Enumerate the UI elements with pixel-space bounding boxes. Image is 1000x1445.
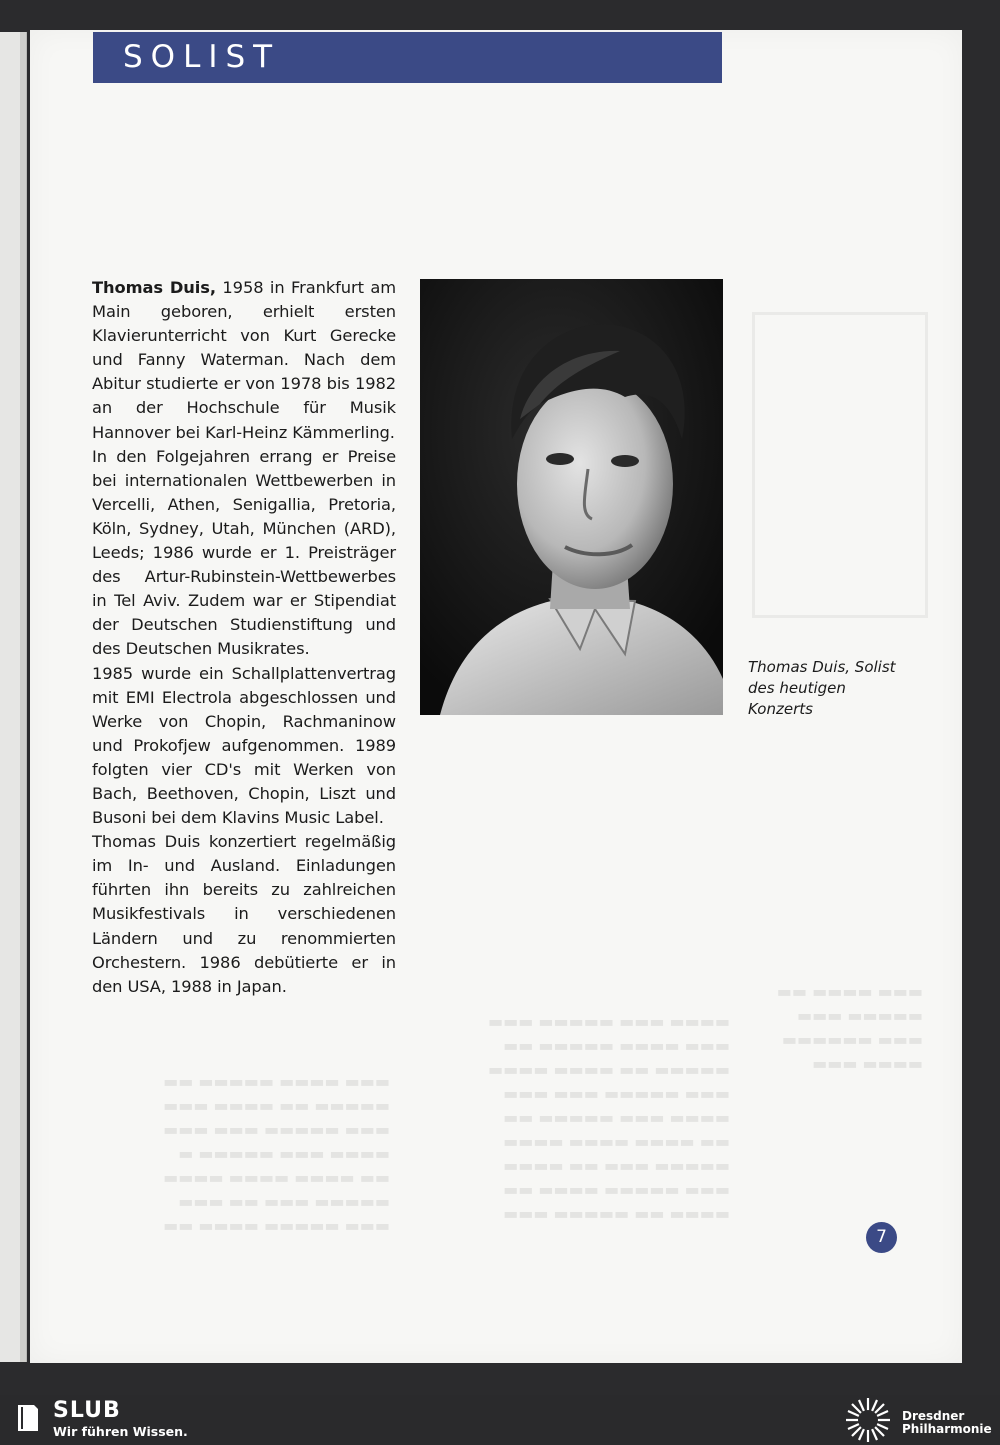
bio-paragraph-1-text: 1958 in Frankfurt am Main geboren, erhielt ersten Klavierunterricht von Kurt Gerecke und Fanny Waterman. Nach dem Abitur studierte er von 1978 bis 1982 an der Hochschule für Musik Hannover bei Karl-Heinz Kämmerling. [92, 278, 396, 442]
section-header-band [93, 32, 722, 83]
bio-paragraph-4: Thomas Duis konzertiert regelmäßig im In- und Ausland. Einladungen führten ihn bereits zu zahlreichen Musikfestivals in verschiedenen Ländern und zu renommierten Orchestern. 1986 debütierte er in den USA, 1988 in Japan. [92, 832, 396, 996]
caption-line-2: des heutigen [748, 679, 846, 697]
section-title: SOLIST [123, 39, 281, 75]
bio-paragraph-3: 1985 wurde ein Schallplattenvertrag mit EMI Electrola abgeschlossen und Werke von Chopin, Rachmaninow und Prokofjew aufgenommen. 1989 folgten vier CD's mit Werken von Bach, Beethoven, Chopin, Liszt und Busoni bei dem Klavins Music Label. [92, 663, 396, 828]
library-logo-text: SLUB [53, 1398, 121, 1423]
soloist-name: Thomas Duis, [92, 278, 216, 297]
bleed-through-text-2: ▬▬▬▬ ▬▬▬ ▬▬▬▬▬ ▬▬▬ ▬▬▬ ▬▬▬▬ ▬▬▬▬▬ ▬▬ ▬▬▬▬▬ ▬▬ ▬▬▬▬ ▬▬▬▬ ▬▬▬ ▬▬▬▬▬ ▬▬▬ ▬▬▬ ▬▬▬▬ ▬▬▬ ▬▬▬▬▬ ▬▬ ▬▬ ▬▬▬▬ ▬▬▬▬ ▬▬▬▬ ▬▬▬▬▬ ▬▬▬ ▬▬ ▬▬▬▬ ▬▬▬ ▬▬▬▬▬ ▬▬▬▬ ▬▬ ▬▬▬▬ ▬▬ ▬▬▬▬▬ ▬▬▬ [487, 1012, 730, 1223]
bio-paragraph-2: In den Folgejahren errang er Preise bei internationalen Wettbewerben in Vercelli, Athen, Senigallia, Pretoria, Köln, Sydney, Utah, München (ARD), Leeds; 1986 wurde er 1. Preisträger des Artur-Rubinstein-Wettbewerbes in Tel Aviv. Zudem war er Stipendiat der Deutschen Studienstiftung und des Deutschen Musikrates. [92, 446, 396, 659]
philharmonie-sunburst-icon [840, 1396, 896, 1444]
caption-line-1: Thomas Duis, Solist [748, 658, 896, 676]
biography-text [92, 276, 396, 999]
soloist-portrait-photo [420, 279, 723, 715]
caption-line-3: Konzerts [748, 700, 813, 718]
facing-page-edge [0, 32, 27, 1362]
partner-logo-text [902, 1410, 992, 1436]
portrait-image [420, 279, 723, 715]
footer-bar [0, 1395, 1000, 1445]
library-tagline: Wir führen Wissen. [53, 1424, 188, 1439]
bleed-through-text-3: ▬▬▬ ▬▬▬▬ ▬▬▬▬▬ ▬▬ ▬▬▬▬▬ ▬▬ ▬▬▬▬ ▬▬▬ ▬▬▬ ▬▬▬▬▬ ▬▬▬ ▬▬▬ ▬▬▬▬ ▬▬▬ ▬▬▬▬▬ ▬ ▬▬ ▬▬▬▬ ▬▬▬▬ ▬▬▬▬ ▬▬▬▬▬ ▬▬▬ ▬▬ ▬▬▬ ▬▬▬ ▬▬▬▬▬ ▬▬▬▬ ▬▬ [163, 1072, 390, 1235]
partner-line-1: Dresdner [902, 1409, 965, 1423]
bleed-through-frame [752, 312, 928, 618]
bleed-through-text: ▬▬▬ ▬▬▬▬ ▬▬ ▬▬▬▬▬ ▬▬▬ ▬▬▬ ▬▬▬▬▬▬ ▬▬▬▬ ▬▬▬ [776, 982, 923, 1073]
photo-caption [748, 657, 948, 720]
page-number-badge: 7 [866, 1222, 897, 1253]
partner-line-2: Philharmonie [902, 1422, 992, 1436]
book-icon [14, 1403, 42, 1433]
bio-paragraph-1 [92, 276, 396, 445]
